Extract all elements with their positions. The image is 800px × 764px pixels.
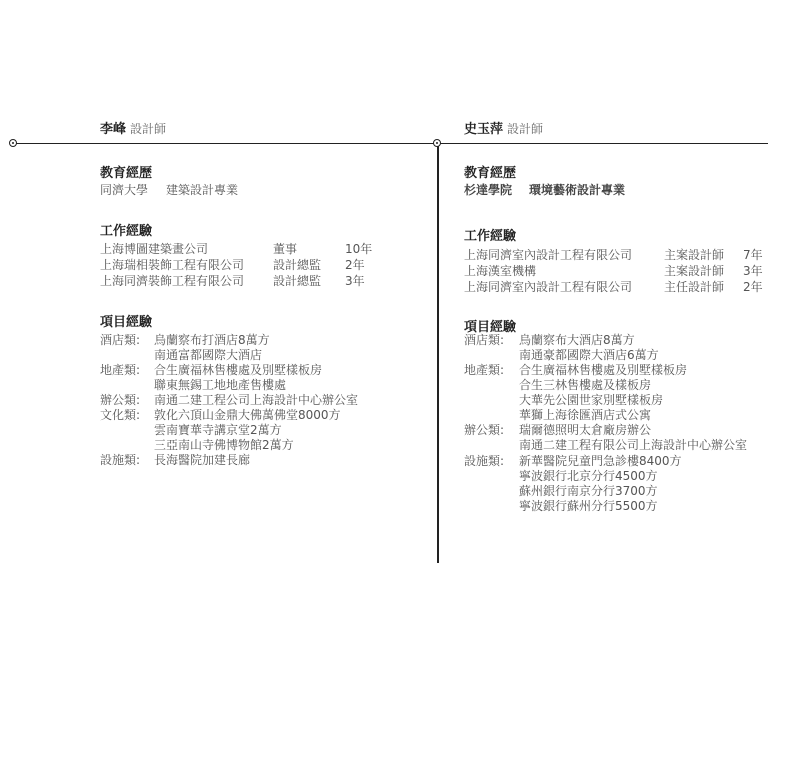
work-years: 3年 xyxy=(345,274,365,288)
designer-role: 設計師 xyxy=(507,122,544,136)
left-endpoint-marker xyxy=(9,139,17,147)
education-title: 教育經歷 xyxy=(464,166,517,181)
work-company: 上海同濟室內設計工程有限公司 xyxy=(464,280,633,294)
project-item: 南通富都國際大酒店 xyxy=(154,348,263,362)
project-item: 南通豪都國際大酒店6萬方 xyxy=(519,348,659,362)
work-position: 主案設計師 xyxy=(664,264,725,278)
work-company: 上海漢室機構 xyxy=(464,264,537,278)
project-item: 華獅上海徐匯酒店式公寓 xyxy=(519,408,652,422)
project-item: 合生廣福林售樓處及別墅樣板房 xyxy=(519,363,688,377)
designer-name-block xyxy=(100,118,166,137)
project-item: 寧波銀行北京分行4500方 xyxy=(519,469,658,483)
project-item: 寧波銀行蘇州分行5500方 xyxy=(519,499,658,513)
project-item: 敦化六頂山金鼎大佛萬佛堂8000方 xyxy=(154,408,341,422)
work-years: 7年 xyxy=(743,248,763,262)
project-category: 地產類: xyxy=(100,363,141,377)
project-category: 酒店類: xyxy=(100,333,141,347)
project-category: 設施類: xyxy=(464,454,505,468)
project-item: 南通二建工程有限公司上海設計中心辦公室 xyxy=(519,438,748,452)
designer-name-block xyxy=(464,118,543,137)
project-item: 長海醫院加建長廊 xyxy=(154,453,251,467)
project-category: 辦公類: xyxy=(464,423,505,437)
work-position: 主案設計師 xyxy=(664,248,725,262)
school: 杉達學院 xyxy=(464,183,513,197)
work-position: 設計總監 xyxy=(273,258,322,272)
project-category: 辦公類: xyxy=(100,393,141,407)
horizontal-divider xyxy=(12,143,768,144)
project-category: 文化類: xyxy=(100,408,141,422)
project-item: 南通二建工程公司上海設計中心辦公室 xyxy=(154,393,359,407)
project-item: 大華先公園世家別墅樣板房 xyxy=(519,393,664,407)
designer-name: 李峰 xyxy=(100,122,127,137)
work-company: 上海博圖建築畫公司 xyxy=(100,242,209,256)
work-years: 10年 xyxy=(345,242,373,256)
project-category: 酒店類: xyxy=(464,333,505,347)
work-years: 2年 xyxy=(345,258,365,272)
project-item: 合生三林售樓處及樣板房 xyxy=(519,378,652,392)
major: 建築設計專業 xyxy=(166,183,239,197)
work-title: 工作經驗 xyxy=(464,229,517,244)
designer-role: 設計師 xyxy=(130,122,167,136)
work-title: 工作經驗 xyxy=(100,224,153,239)
junction-marker xyxy=(433,139,441,147)
project-category: 地產類: xyxy=(464,363,505,377)
projects-title: 項目經驗 xyxy=(464,320,517,335)
work-company: 上海同濟裝飾工程有限公司 xyxy=(100,274,245,288)
project-item: 聯東無錫工地地產售樓處 xyxy=(154,378,287,392)
work-years: 3年 xyxy=(743,264,763,278)
work-position: 主任設計師 xyxy=(664,280,725,294)
work-position: 董事 xyxy=(273,242,298,256)
major: 環境藝術設計專業 xyxy=(529,183,626,197)
project-item: 新華醫院兒童門急診樓8400方 xyxy=(519,454,682,468)
education-title: 教育經歷 xyxy=(100,166,153,181)
work-company: 上海瑞相裝飾工程有限公司 xyxy=(100,258,245,272)
project-item: 瑞爾德照明太倉廠房辦公 xyxy=(519,423,652,437)
project-item: 烏蘭察布打酒店8萬方 xyxy=(154,333,270,347)
designer-name: 史玉萍 xyxy=(464,122,504,137)
project-item: 雲南寶華寺講京堂2萬方 xyxy=(154,423,282,437)
work-position: 設計總監 xyxy=(273,274,322,288)
school: 同濟大學 xyxy=(100,183,149,197)
project-item: 蘇州銀行南京分行3700方 xyxy=(519,484,658,498)
work-years: 2年 xyxy=(743,280,763,294)
vertical-divider xyxy=(437,140,439,563)
project-item: 烏蘭察布大酒店8萬方 xyxy=(519,333,635,347)
project-item: 合生廣福林售樓處及別墅樣板房 xyxy=(154,363,323,377)
work-company: 上海同濟室內設計工程有限公司 xyxy=(464,248,633,262)
project-category: 設施類: xyxy=(100,453,141,467)
projects-title: 項目經驗 xyxy=(100,315,153,330)
project-item: 三亞南山寺佛博物館2萬方 xyxy=(154,438,294,452)
